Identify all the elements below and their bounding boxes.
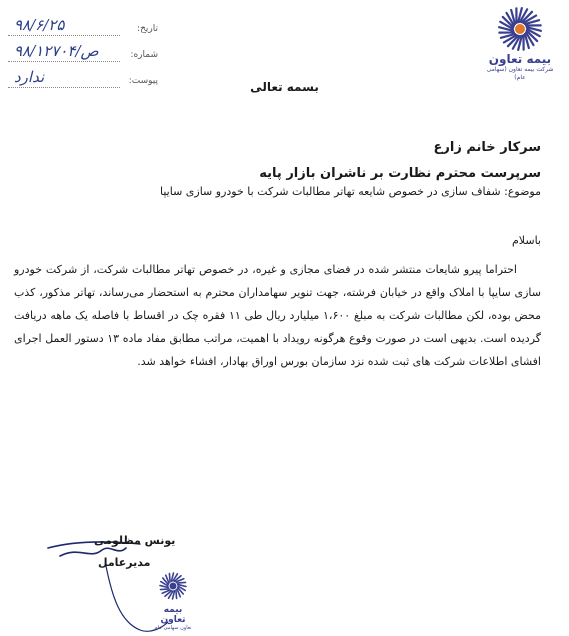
date-dotted-line xyxy=(8,35,120,36)
stamp-subtitle: تعاون سهامی عام xyxy=(154,625,192,631)
letter-body xyxy=(14,258,541,373)
greeting: باسلام xyxy=(511,234,541,247)
stamp-rosette-icon xyxy=(158,571,188,601)
stamp-name: بیمه تعاون xyxy=(160,605,186,625)
date-label: تاریخ: xyxy=(137,24,158,34)
company-stamp xyxy=(150,571,196,632)
number-row xyxy=(8,42,158,68)
recipient-block xyxy=(259,135,541,187)
company-logo xyxy=(485,6,555,82)
attachment-value: ندارد xyxy=(14,68,45,86)
bismillah-heading: بسمه تعالی xyxy=(250,80,319,94)
number-value: ۹۸/ص/۱۲۷۰۴ xyxy=(14,42,99,60)
signer-title: مدیرعامل xyxy=(98,556,151,569)
signer-name: یونس مظلومی xyxy=(94,534,176,547)
logo-subtitle: شرکت بیمه تعاون (سهامی عام) xyxy=(486,66,554,81)
rosette-petal xyxy=(176,590,177,598)
date-row xyxy=(8,16,158,42)
recipient-name: سرکار خانم زارع xyxy=(433,140,541,155)
rosette-petal xyxy=(169,574,170,582)
attachment-label: پیوست: xyxy=(128,76,158,86)
number-dotted-line xyxy=(8,61,120,62)
logo-name: بیمه تعاون xyxy=(488,52,552,66)
number-label: شماره: xyxy=(130,50,158,60)
subject-line: موضوع: شفاف سازی در خصوص شایعه تهاتر مطالبات شرکت با خودرو سازی سایپا xyxy=(159,185,541,198)
rosette-logo-icon xyxy=(497,6,543,52)
body-paragraph: احتراما پیرو شایعات منتشر شده در فضای مجازی و غیره، در خصوص تهاتر مطالبات شرکت، از شرکت خودرو سازی سایپا با املاک واقع در خیابان فرشته، جهت تنویر سهامداران محترم به استحضار می‌رساند، تهاتر مذکور، کذب محض بوده، لکن مطالبات شرکت به مبلغ ۱،۶۰۰ میلیارد ریال طی ۱۱ فقره چک در اقساط با فاصله یک ماهه دریافت گردیده است. بدیهی است در صورت وقوع هرگونه رویداد با اهمیت، مراتب مطابق مفاد ماده ۱۳ دستور العمل اجرای افشای اطلاعات شرکت های ثبت شده نزد سازمان بورس اوراق بهادار، افشاء خواهد شد. xyxy=(14,263,541,368)
signature-block xyxy=(40,526,190,636)
date-value: ۹۸/۶/۲۵ xyxy=(14,16,65,34)
recipient-title: سرپرست محترم نظارت بر ناشران بازار پایه xyxy=(259,166,541,181)
rosette-petal xyxy=(177,582,185,583)
rosette-petal xyxy=(161,589,169,590)
